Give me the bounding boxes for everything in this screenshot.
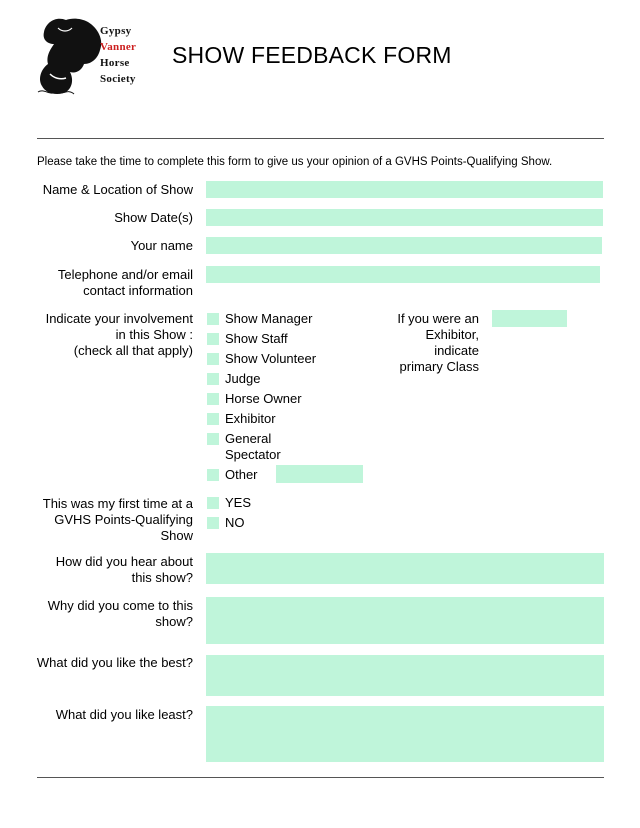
least-label: What did you like least?	[55, 707, 193, 722]
show-dates-input[interactable]	[206, 209, 603, 226]
option-judge: Judge	[225, 371, 261, 386]
checkbox-show-manager[interactable]	[207, 313, 219, 325]
checkbox-show-staff[interactable]	[207, 333, 219, 345]
checkbox-judge[interactable]	[207, 373, 219, 385]
your-name-input[interactable]	[206, 237, 602, 254]
top-divider	[37, 138, 604, 139]
checkbox-yes[interactable]	[207, 497, 219, 509]
option-exhibitor: Exhibitor	[225, 411, 276, 426]
why-textarea[interactable]	[206, 597, 604, 644]
contact-label: Telephone and/or email contact information	[57, 267, 193, 298]
intro-text: Please take the time to complete this form to give us your opinion of a GVHS Points-Qualifying Show.	[37, 156, 553, 168]
option-general-spectator: General Spectator	[225, 431, 281, 462]
logo-word-vanner: Vanner	[100, 41, 137, 53]
show-dates-label: Show Date(s)	[114, 210, 193, 225]
your-name-label: Your name	[130, 238, 193, 253]
involvement-label: Indicate your involvement in this Show : (check all that apply)	[45, 311, 193, 358]
bottom-divider	[37, 777, 604, 778]
why-label: Why did you come to this show?	[47, 598, 193, 629]
logo-word-society: Society	[100, 73, 136, 85]
option-show-manager: Show Manager	[225, 311, 313, 326]
hear-textarea[interactable]	[206, 553, 604, 584]
least-textarea[interactable]	[206, 706, 604, 762]
checkbox-general-spectator[interactable]	[207, 433, 219, 445]
checkbox-no[interactable]	[207, 517, 219, 529]
logo-word-gypsy: Gypsy	[100, 25, 132, 37]
option-horse-owner: Horse Owner	[225, 391, 302, 406]
option-yes: YES	[225, 495, 252, 510]
name-location-input[interactable]	[206, 181, 603, 198]
checkbox-other[interactable]	[207, 469, 219, 481]
contact-input[interactable]	[206, 266, 600, 283]
name-location-label: Name & Location of Show	[42, 182, 193, 197]
society-logo	[36, 14, 162, 98]
best-label: What did you like the best?	[36, 655, 193, 670]
best-textarea[interactable]	[206, 655, 604, 696]
first-time-label: This was my first time at a GVHS Points-Qualifying Show	[42, 496, 193, 543]
hear-label: How did you hear about this show?	[55, 554, 193, 585]
option-show-staff: Show Staff	[225, 331, 288, 346]
exhibitor-class-label: If you were an Exhibitor, indicate primary Class	[397, 311, 479, 374]
option-show-volunteer: Show Volunteer	[225, 351, 317, 366]
checkbox-horse-owner[interactable]	[207, 393, 219, 405]
page-title: SHOW FEEDBACK FORM	[172, 42, 452, 68]
option-no: NO	[225, 515, 245, 530]
checkbox-show-volunteer[interactable]	[207, 353, 219, 365]
horse-head-icon	[36, 14, 106, 98]
checkbox-exhibitor[interactable]	[207, 413, 219, 425]
exhibitor-class-input[interactable]	[492, 310, 567, 327]
logo-word-horse: Horse	[100, 57, 130, 69]
other-input[interactable]	[276, 465, 363, 483]
option-other: Other	[225, 467, 258, 482]
